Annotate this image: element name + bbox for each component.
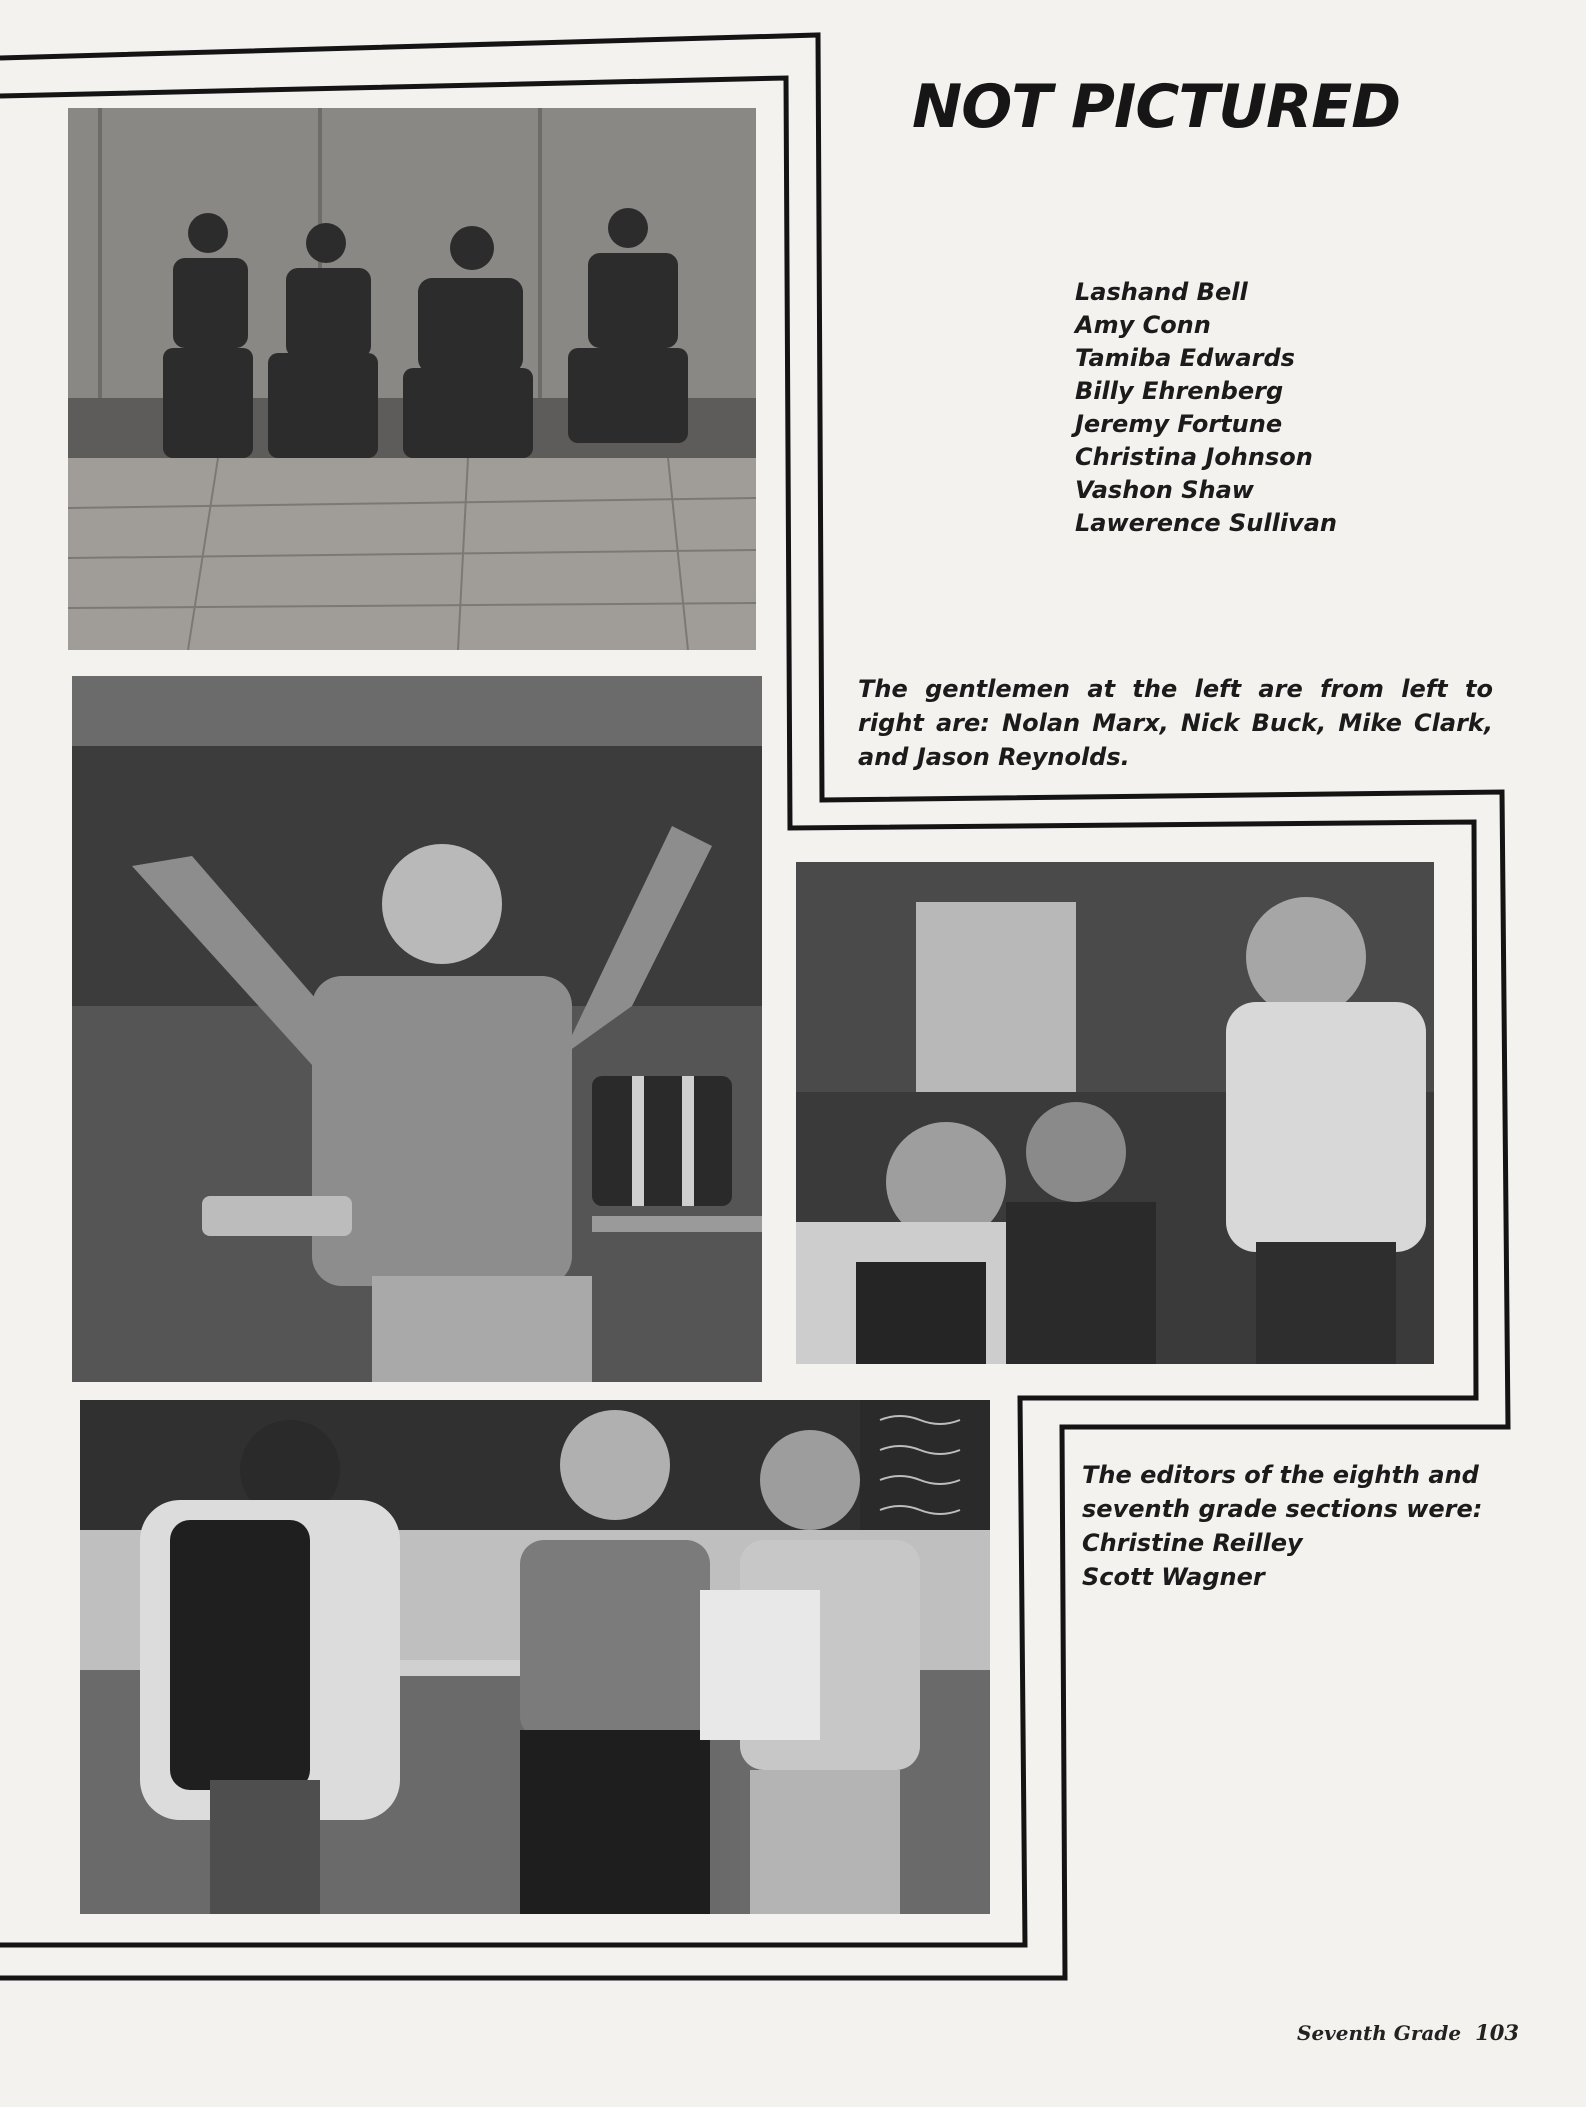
- caption-editors: [1082, 1458, 1512, 1594]
- list-item: Jeremy Fortune: [1075, 410, 1283, 438]
- page-number: 103: [1475, 2020, 1519, 2045]
- footer-section-label: Seventh Grade: [1297, 2021, 1462, 2045]
- page-title: NOT PICTURED: [912, 72, 1401, 142]
- list-item: Tamiba Edwards: [1075, 344, 1295, 372]
- caption-gentlemen: The gentlemen at the left are from left to right are: Nolan Marx, Nick Buck, Mike Clark, and Jason Reynolds.: [858, 675, 1493, 771]
- caption-editors-line: Scott Wagner: [1082, 1563, 1265, 1591]
- list-item: Christina Johnson: [1075, 443, 1313, 471]
- page-footer: [1297, 2020, 1519, 2045]
- list-item: Lawerence Sullivan: [1075, 509, 1337, 537]
- photo-three-boys: [796, 862, 1434, 1364]
- caption-editors-line: seventh grade sections were:: [1082, 1495, 1483, 1523]
- photo-boy-flexing: [72, 676, 762, 1382]
- photo-classroom-trio: [80, 1400, 990, 1914]
- list-item: Lashand Bell: [1075, 278, 1248, 306]
- caption-editors-line: The editors of the eighth and: [1082, 1461, 1479, 1489]
- caption-editors-line: Christine Reilley: [1082, 1529, 1303, 1557]
- list-item: Amy Conn: [1075, 311, 1211, 339]
- list-item: Billy Ehrenberg: [1075, 377, 1284, 405]
- not-pictured-list: [1075, 276, 1337, 540]
- photo-four-boys-on-wall: [68, 108, 756, 650]
- list-item: Vashon Shaw: [1075, 476, 1254, 504]
